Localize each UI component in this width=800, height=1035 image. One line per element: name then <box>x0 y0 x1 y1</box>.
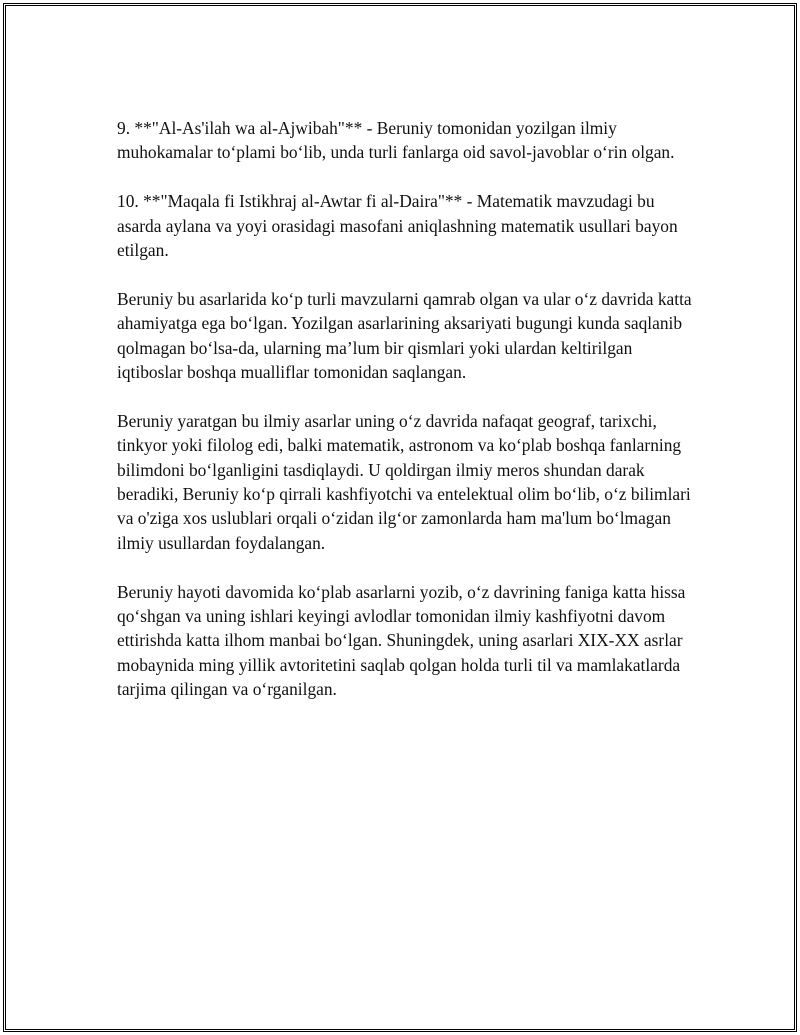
paragraph-lifetime-contribution: Beruniy hayoti davomida koʻplab asarlarni yozib, oʻz davrining faniga katta hissa qoʻshgan va uning ishlari keyingi avlodlar tomonidan ilmiy kashfiyotni davom ettirishda katta ilhom manbai boʻlgan. Shuningdek, uning asarlari XIX-XX asrlar mobaynida ming yillik avtoritetini saqlab qolgan holda turli til va mamlakatlarda tarjima qilingan va oʻrganilgan. <box>117 581 686 700</box>
paragraph-works-overview: Beruniy bu asarlarida koʻp turli mavzularni qamrab olgan va ular oʻz davrida katta ahamiyatga ega boʻlgan. Yozilgan asarlarining aksariyati bugungi kunda saqlanib qolmagan boʻlsa-da, ularning maʼlum bir qismlari yoki ulardan keltirilgan iqtiboslar boshqa mualliflar tomonidan saqlangan. <box>117 288 692 383</box>
list-item-10: 10. **"Maqala fi Istikhraj al-Awtar fi al-Daira"** - Matematik mavzudagi bu asarda aylana va yoyi orasidagi masofani aniqlashning matematik usullari bayon etilgan. <box>117 191 678 261</box>
paragraph-scholarly-legacy: Beruniy yaratgan bu ilmiy asarlar uning oʻz davrida nafaqat geograf, tarixchi, tinkyor yoki filolog edi, balki matematik, astronom va koʻplab boshqa fanlarning bilimdoni boʻlganligini tasdiqlaydi. U qoldirgan ilmiy meros shundan darak beradiki, Beruniy koʻp qirrali kashfiyotchi va entelektual olim boʻlib, oʻz bilimlari va o'ziga xos uslublari orqali oʻzidan ilgʻor zamonlarda ham ma'lum boʻlmagan ilmiy usullardan foydalangan. <box>117 410 691 553</box>
list-item-9: 9. **"Al-As'ilah wa al-Ajwibah"** - Beruniy tomonidan yozilgan ilmiy muhokamalar toʻplami boʻlib, unda turli fanlarga oid savol-javoblar oʻrin olgan. <box>117 118 675 163</box>
document-body <box>117 116 697 726</box>
